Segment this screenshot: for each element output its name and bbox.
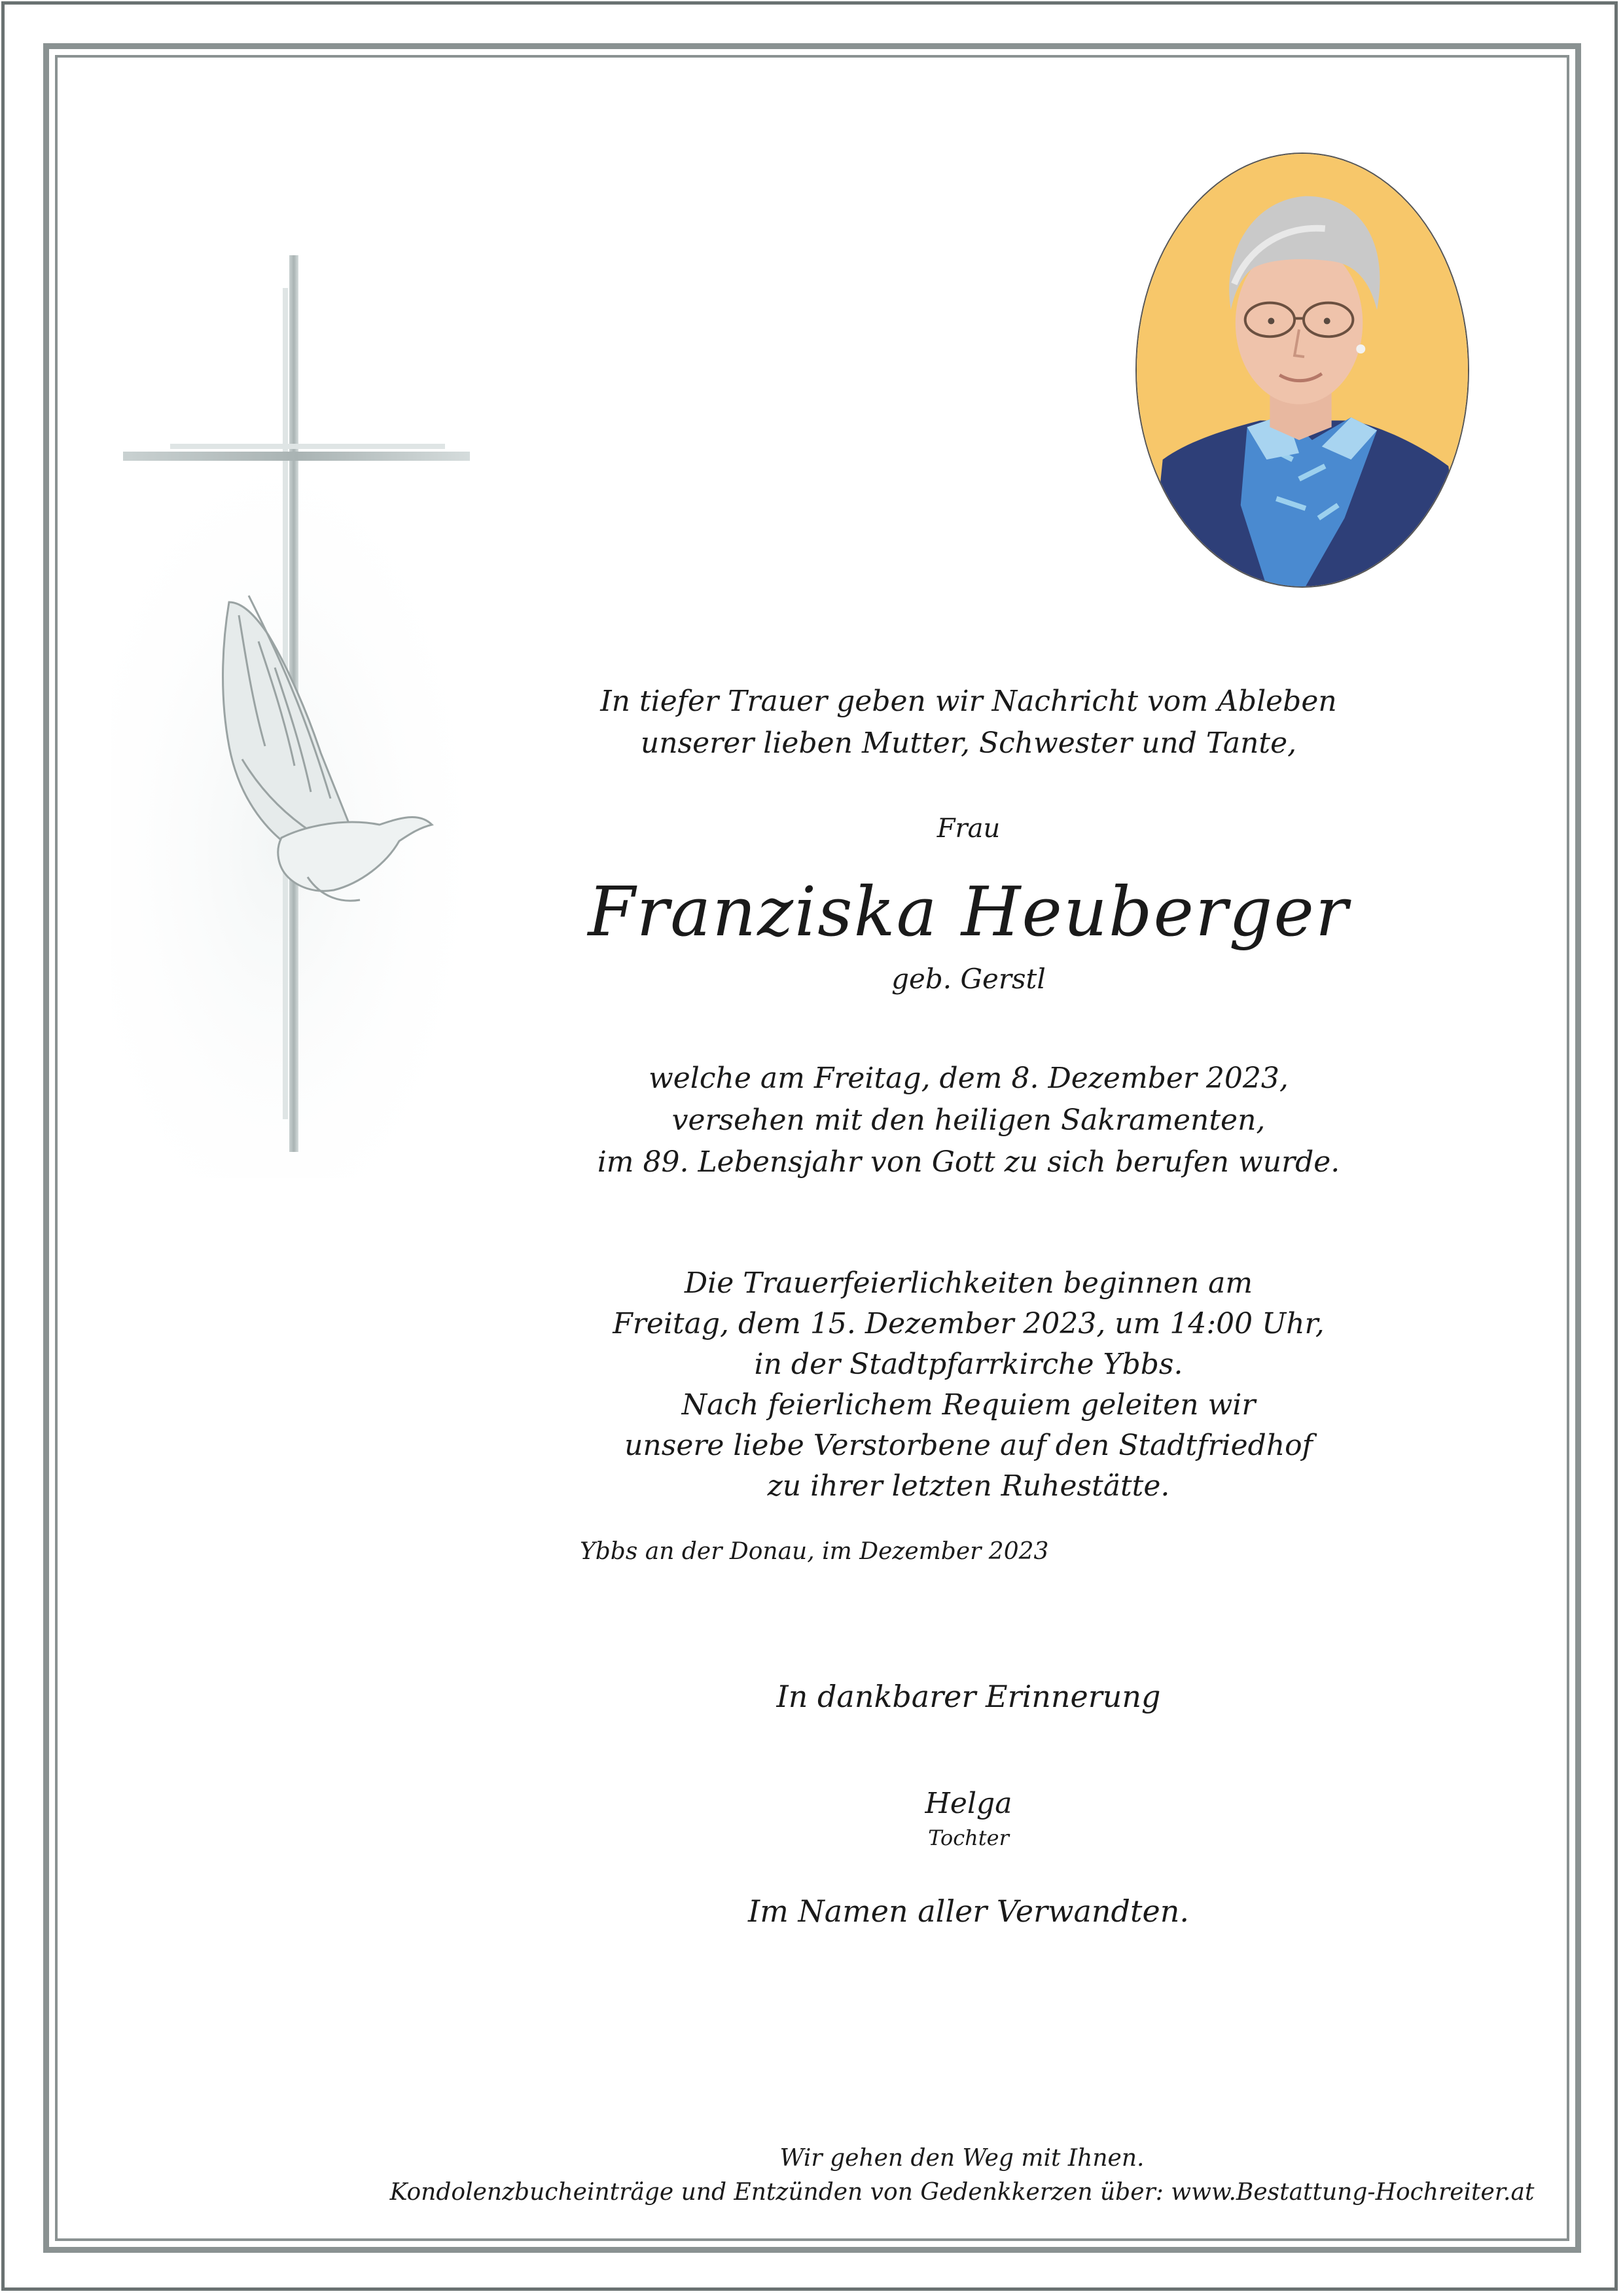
place-and-date: Ybbs an der Donau, im Dezember 2023 [580,1538,1049,1565]
funeral-line-2: Freitag, dem 15. Dezember 2023, um 14:00 Uhr, [613,1307,1325,1340]
footer-line-1: Wir gehen den Weg mit Ihnen. [779,2145,1145,2172]
funeral-line-4: Nach feierlichem Requiem geleiten wir [681,1388,1256,1422]
birth-name: geb. Gerstl [891,963,1046,995]
funeral-line-3: in der Stadtpfarrkirche Ybbs. [754,1348,1183,1381]
intro-line-2: unserer lieben Mutter, Schwester und Tante, [640,726,1297,760]
footer [275,2142,1623,2210]
funeral-line-5: unsere liebe Verstorbene auf den Stadtfriedhof [624,1429,1313,1462]
death-line-3: im 89. Lebensjahr von Gott zu sich berufen wurde. [597,1145,1340,1179]
death-notice [497,1058,1440,1183]
relatives-text: Im Namen aller Verwandten. [748,1893,1189,1929]
footer-line-2: Kondolenzbucheinträge und Entzünden von Gedenkkerzen über: www.Bestattung-Hochreiter.at [389,2179,1535,2206]
death-line-2: versehen mit den heiligen Sakramenten, [671,1103,1266,1137]
funeral-details [497,1263,1440,1507]
salutation: Frau [936,814,1001,844]
cross-with-praying-hands [111,249,478,1178]
intro-line-1: In tiefer Trauer geben wir Nachricht vom Ableben [600,685,1337,718]
portrait-photo [1135,152,1469,588]
memory-text: In dankbarer Erinnerung [776,1679,1161,1714]
mourner-relation: Tochter [928,1825,1009,1850]
deceased-name: Franziska Heuberger [588,872,1349,952]
death-line-1: welche am Freitag, dem 8. Dezember 2023, [649,1062,1289,1095]
intro-text [497,681,1440,764]
mourner-name: Helga [925,1787,1012,1820]
funeral-line-1: Die Trauerfeierlichkeiten beginnen am [684,1266,1253,1300]
funeral-line-6: zu ihrer letzten Ruhestätte. [767,1469,1170,1503]
